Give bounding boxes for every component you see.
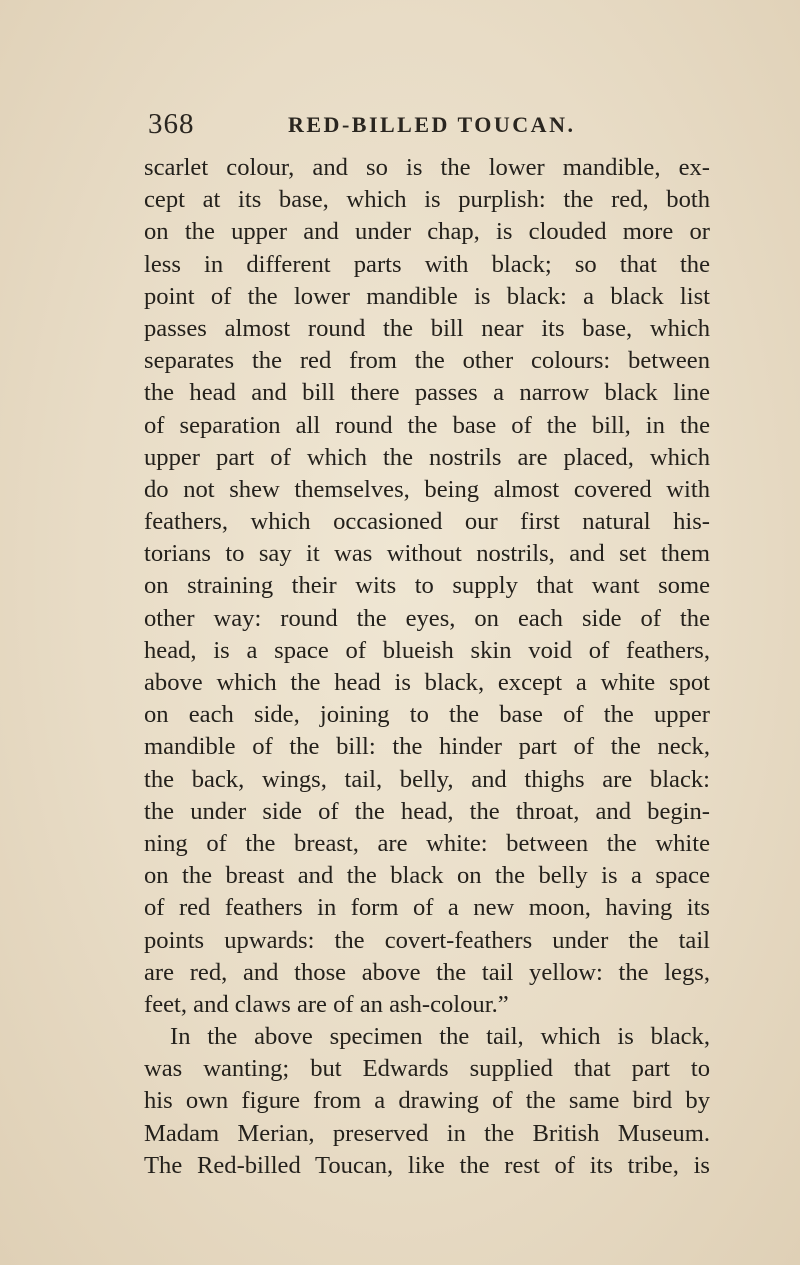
text-line: are red, and those above the tail yellow: the legs,: [144, 958, 710, 986]
text-line: separates the red from the other colours: between: [144, 347, 710, 375]
running-title: RED-BILLED TOUCAN.: [288, 112, 576, 137]
text-line: the back, wings, tail, belly, and thighs are black:: [144, 765, 710, 793]
text-line: on each side, joining to the base of the upper: [144, 701, 710, 729]
text-line: of red feathers in form of a new moon, having its: [144, 894, 710, 922]
text-line: less in different parts with black; so that the: [144, 250, 710, 278]
text-line: of separation all round the base of the bill, in the: [144, 411, 710, 439]
page-header: [148, 108, 708, 148]
text-line: the under side of the head, the throat, and begin-: [144, 797, 710, 825]
text-line: on straining their wits to supply that want some: [144, 572, 710, 600]
text-line: the head and bill there passes a narrow black line: [144, 379, 710, 407]
text-line: other way: round the eyes, on each side of the: [144, 604, 710, 632]
text-line: head, is a space of blueish skin void of feathers,: [144, 636, 710, 664]
text-line: torians to say it was without nostrils, and set them: [144, 540, 710, 568]
text-line: on the breast and the black on the belly is a space: [144, 862, 710, 890]
text-line: on the upper and under chap, is clouded more or: [144, 218, 710, 246]
text-line: upper part of which the nostrils are placed, which: [144, 443, 710, 471]
text-line: feathers, which occasioned our first natural his-: [144, 508, 710, 536]
text-line: points upwards: the covert-feathers under the tail: [144, 926, 710, 954]
text-line: feet, and claws are of an ash-colour.”: [144, 990, 509, 1018]
body-text: [144, 152, 710, 1182]
text-line: The Red-billed Toucan, like the rest of its tribe, is: [144, 1151, 710, 1179]
text-line: passes almost round the bill near its base, which: [144, 314, 710, 342]
text-line: mandible of the bill: the hinder part of the neck,: [144, 733, 710, 761]
text-line: was wanting; but Edwards supplied that part to: [144, 1055, 710, 1083]
text-line: Madam Merian, preserved in the British Museum.: [144, 1119, 710, 1147]
text-line: scarlet colour, and so is the lower mandible, ex-: [144, 154, 710, 181]
page-number: 368: [148, 108, 195, 140]
text-line: In the above specimen the tail, which is black,: [170, 1023, 710, 1051]
text-line: do not shew themselves, being almost covered with: [144, 475, 710, 503]
text-line: point of the lower mandible is black: a black list: [144, 282, 710, 310]
text-line: cept at its base, which is purplish: the red, both: [144, 186, 710, 214]
text-line: his own figure from a drawing of the same bird by: [144, 1087, 710, 1115]
text-line: ning of the breast, are white: between the white: [144, 829, 710, 857]
text-line: above which the head is black, except a white spot: [144, 669, 710, 696]
